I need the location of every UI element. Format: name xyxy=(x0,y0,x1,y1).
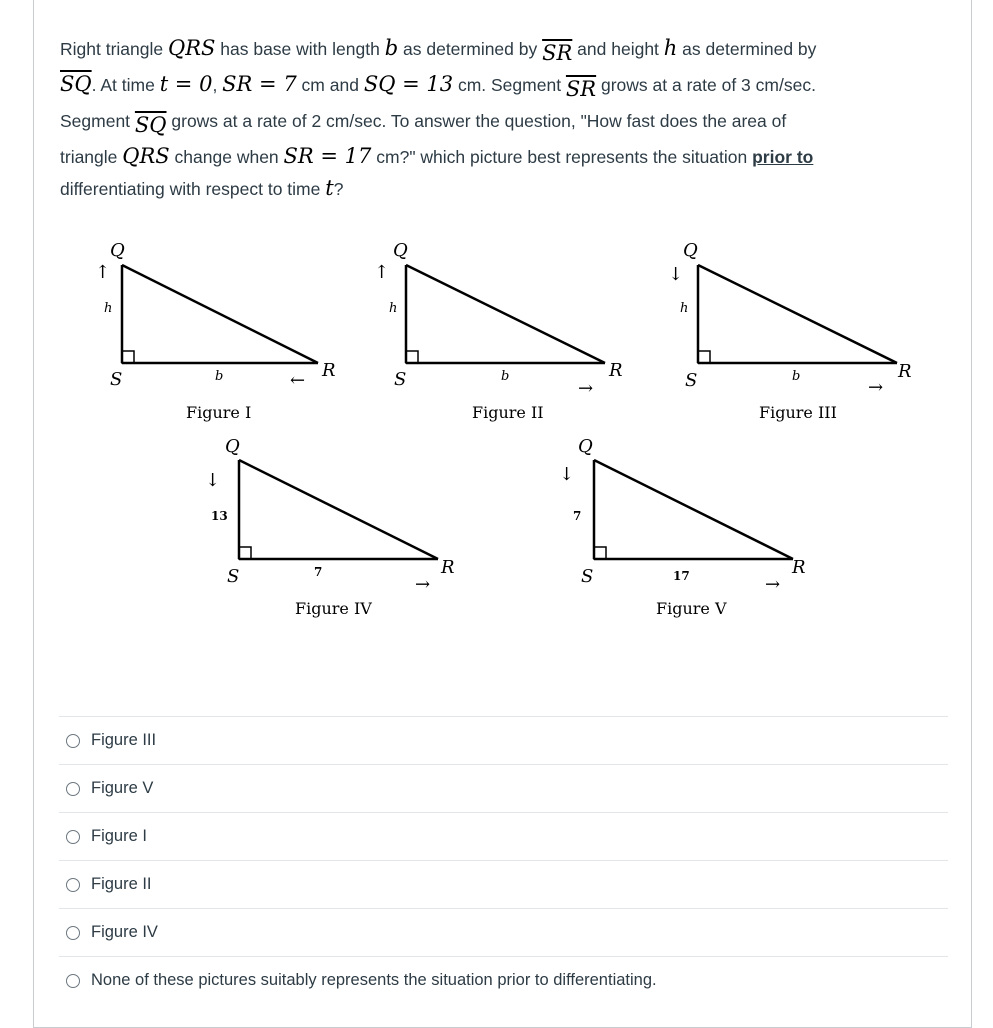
fig4-caption: Figure IV xyxy=(295,599,372,618)
fig2-height-label: h xyxy=(389,301,398,316)
math-sr-2: $\overline{SR}$ xyxy=(565,77,597,101)
fig1-caption: Figure I xyxy=(186,403,252,422)
math-sq: $\overline{SQ}$ xyxy=(60,72,92,96)
fig1-height-label: h xyxy=(104,301,113,316)
fig5-r-label: R xyxy=(792,557,806,578)
fig1-base-label: b xyxy=(215,369,224,384)
answer-label: Figure III xyxy=(91,731,157,749)
answer-option[interactable] xyxy=(59,908,948,956)
math-t: t xyxy=(325,176,334,200)
fig3-r-arrow: → xyxy=(868,377,884,398)
fig2-s-label: S xyxy=(394,369,407,390)
fig5-caption: Figure V xyxy=(656,599,727,618)
radio-button[interactable] xyxy=(66,926,80,940)
math-sq-2: $\overline{SQ}$ xyxy=(134,113,167,137)
figures-panel xyxy=(0,220,993,620)
fig5-s-label: S xyxy=(581,566,594,587)
radio-button[interactable] xyxy=(66,830,80,844)
answer-option[interactable] xyxy=(59,764,948,812)
figure-1 xyxy=(95,240,336,422)
math-qrs: QRS xyxy=(167,36,216,60)
fig1-q-arrow: ↑ xyxy=(95,262,111,283)
math-sq-eq: SQ = 13 xyxy=(363,72,454,96)
figure-4 xyxy=(205,436,455,618)
math-b: b xyxy=(384,36,399,60)
radio-button[interactable] xyxy=(66,734,80,748)
answer-label: Figure IV xyxy=(91,923,158,941)
fig2-caption: Figure II xyxy=(472,403,544,422)
radio-button[interactable] xyxy=(66,782,80,796)
fig2-r-arrow: → xyxy=(578,378,594,399)
prior-to-emphasis: prior to xyxy=(752,147,814,167)
answer-option[interactable] xyxy=(59,956,948,1004)
fig5-height-label: 7 xyxy=(573,509,582,523)
fig4-base-label: 7 xyxy=(314,565,323,579)
answer-list xyxy=(59,716,948,1004)
fig5-r-arrow: → xyxy=(765,574,781,595)
fig1-s-label: S xyxy=(110,369,123,390)
fig3-caption: Figure III xyxy=(759,403,837,422)
fig3-height-label: h xyxy=(680,301,689,316)
answer-option[interactable] xyxy=(59,716,948,764)
radio-button[interactable] xyxy=(66,974,80,988)
answer-option[interactable] xyxy=(59,812,948,860)
fig4-height-label: 13 xyxy=(211,509,228,523)
figure-5 xyxy=(559,436,806,618)
answer-option[interactable] xyxy=(59,860,948,908)
fig3-q-label: Q xyxy=(683,240,698,261)
fig1-r-label: R xyxy=(322,360,336,381)
fig4-r-arrow: → xyxy=(415,574,431,595)
fig3-base-label: b xyxy=(792,369,801,384)
fig2-r-label: R xyxy=(609,360,623,381)
question-text: Right triangle QRS has base with length b as determined by $\overline{SR}$ and height h as determined by $\overline{SQ}$. At time t = 0, SR = 7 cm and SQ = 13 cm. Segment $\overline{SR}$ grows at a rate of 3 cm/sec. Segment $\overline{SQ}$ grows at a rate of 2 cm/sec. To answer the question, "How fast does the area of triangle QRS change when SR = 17 cm?" which picture best represents the situation prior to differentiating with respect to time t? xyxy=(60,36,817,200)
fig2-base-label: b xyxy=(501,369,510,384)
fig3-s-label: S xyxy=(685,370,698,391)
math-qrs-2: QRS xyxy=(122,144,170,168)
answer-label: Figure II xyxy=(91,875,152,893)
fig5-q-label: Q xyxy=(578,436,593,457)
fig4-q-arrow: ↓ xyxy=(205,470,221,491)
answer-label: Figure I xyxy=(91,827,147,845)
fig3-r-label: R xyxy=(898,361,912,382)
figure-2 xyxy=(374,240,623,422)
fig4-r-label: R xyxy=(441,557,455,578)
fig4-s-label: S xyxy=(227,566,240,587)
math-sr17: SR = 17 xyxy=(283,144,372,168)
fig1-q-label: Q xyxy=(110,240,125,261)
math-sr-eq: SR = 7 xyxy=(222,72,297,96)
fig3-q-arrow: ↓ xyxy=(668,264,684,285)
fig2-q-label: Q xyxy=(393,240,408,261)
answer-label: None of these pictures suitably represents the situation prior to differentiating. xyxy=(91,971,657,989)
math-t-eq: t = 0 xyxy=(159,72,213,96)
fig1-r-arrow: ← xyxy=(290,370,306,391)
radio-button[interactable] xyxy=(66,878,80,892)
figure-3 xyxy=(668,240,912,422)
fig2-q-arrow: ↑ xyxy=(374,262,390,283)
fig5-base-label: 17 xyxy=(673,569,690,583)
fig5-q-arrow: ↓ xyxy=(559,464,575,485)
answer-label: Figure V xyxy=(91,779,154,797)
fig4-q-label: Q xyxy=(225,436,240,457)
math-sr: $\overline{SR}$ xyxy=(542,41,573,65)
math-h: h xyxy=(663,36,678,60)
